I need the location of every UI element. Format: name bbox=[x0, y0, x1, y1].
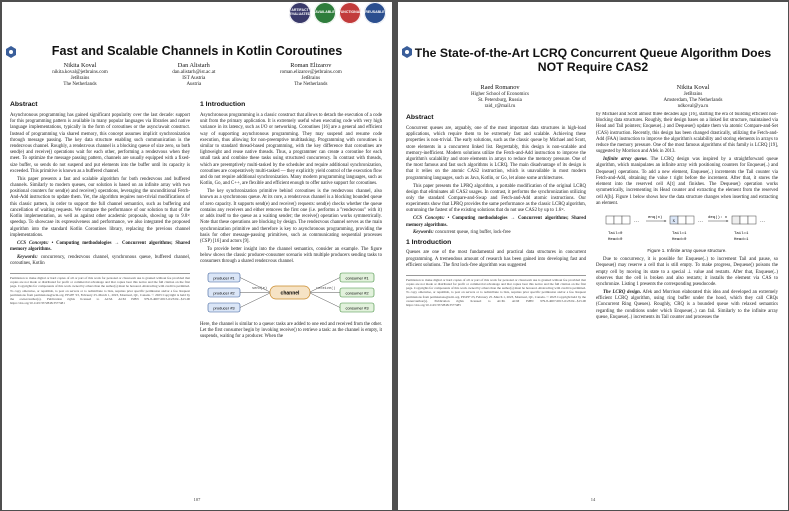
author bbox=[52, 62, 107, 89]
keywords: Keywords: concurrent queue, ring buffer, lock-free bbox=[413, 230, 511, 236]
author-org: JetBrains bbox=[683, 91, 703, 97]
author-name: Dan Alistarh bbox=[177, 62, 210, 69]
intro-paragraph: Queues are one of the most fundamental and practical data structures in concurrent programming. A tremendous amount of research has been gained into developing fast and efficient solutions. The first lock-free algorithm was suggested bbox=[406, 250, 586, 268]
paper-page-left bbox=[2, 2, 392, 510]
intro-heading: 1 Introduction bbox=[406, 238, 452, 246]
ccs-concepts: CCS Concepts: • Computing methodologies → Concurrent algorithms; Shared memory algorithms. bbox=[10, 240, 190, 252]
left-column bbox=[10, 99, 190, 494]
paper-title: The State-of-the-Art LCRQ Concurrent Queue Algorithm Does NOT Require CAS2 bbox=[414, 46, 772, 75]
badge-reusable: REUSABLE bbox=[364, 2, 386, 24]
badge-artifact-evaluated: ARTIFACT EVALUATED bbox=[289, 2, 311, 24]
producer-label: producer #3 bbox=[213, 305, 235, 311]
tail-label: Tail=1 bbox=[734, 232, 749, 237]
badge-functional: FUNCTIONAL bbox=[339, 2, 361, 24]
author bbox=[172, 62, 215, 89]
badge-available: AVAILABLE bbox=[314, 2, 336, 24]
author-email: roman.elizarov@jetbrains.com bbox=[279, 69, 342, 75]
intro-paragraph: To provide better insight into the channel semantics, consider an example. The figure below shows the classic producer-consumer scenario with multiple producers sending tasks to consumers through a shared rendezvous channel. bbox=[200, 246, 382, 265]
body-paragraph: Infinite array queue. The LCRQ design was inspired by a straightforward queue algorithm, which manipulates an infinite array with positioning counters for Enqueue(..) and Dequeue() operations. To add a new element, Enqueue(..) increments the Tail counter via Fetch-and-Add, obtaining the value t right before the increment. After that, it stores the element into the reserved cell A[t] and finishes. The Dequeue() operation works symmetrically, incrementing its Head counter and extracting the element from the reserved cell A[h]. Figure 1 below shows how the data structure changes when inserting and extracting an element. bbox=[596, 157, 778, 206]
right-column bbox=[596, 112, 778, 497]
svg-text:…: … bbox=[760, 219, 765, 225]
producer-label: producer #1 bbox=[213, 275, 235, 281]
page-number: 107 bbox=[193, 497, 201, 502]
page-number: 14 bbox=[590, 497, 596, 502]
producer-label: producer #2 bbox=[213, 290, 235, 296]
author-country: The Netherlands bbox=[294, 82, 328, 88]
producer-consumer-diagram bbox=[200, 270, 380, 318]
head-label: Head=0 bbox=[672, 238, 687, 243]
author-country: The Netherlands bbox=[63, 82, 97, 88]
array-before bbox=[606, 216, 639, 242]
ccs-concepts: CCS Concepts: • Computing methodologies → Concurrent algorithms; Shared memory algorithms. bbox=[406, 216, 586, 228]
tail-label: Tail=1 bbox=[672, 232, 687, 237]
author-block bbox=[20, 62, 374, 89]
dequeue-op-label: deq(): x bbox=[708, 216, 728, 221]
author bbox=[440, 84, 560, 111]
author-country: Austria bbox=[186, 82, 202, 88]
body-paragraph: The LCRQ design. Afek and Morrison elaborated this idea and developed an extremely efficient LCRQ algorithm, using ring buffer under the hood, which they call CRQs (Concurrent Ring Queues). Roughly, CRQ is a bounded queue with relaxed semantics regarding the conditions under which Enqueue(..) can fail. Similarly to the infinite array queue, Enqueue(..) increments its Tail counter and processes the bbox=[596, 289, 778, 320]
acm-logo-icon bbox=[402, 46, 412, 58]
head-label: Head=0 bbox=[608, 238, 623, 243]
send-label: send(e) bbox=[252, 286, 268, 291]
intro-heading: 1 Introduction bbox=[200, 101, 246, 108]
author-name: Roman Elizarov bbox=[290, 62, 332, 69]
array-after bbox=[732, 216, 765, 242]
send-arrow bbox=[240, 277, 270, 307]
author-email: ndkoval@ya.ru bbox=[677, 104, 709, 110]
author-org: Higher School of Economics bbox=[471, 91, 529, 97]
artifact-badges bbox=[289, 2, 386, 24]
intro-paragraph: The key synchronization primitive behind coroutines is the rendezvous channel, also known as a synchronous queue. At its core, a rendezvous channel is a blocking bounded queue of zero capacity. It supports send(e) and receive() requests: send(e) checks whether the queue contains any receivers and either removes the first one (i.e. performs a "rendezvous" with it) or adds itself to the queue as a waiting sender; the receive() operation works symmetrically. Note that these operations are blocking by design. The rendezvous channel serves as the main synchronization primitive and therefore is key to asynchronous programming, providing the basis for other message-passing primitives, such as communicating sequential processes (CSP) [16] and actors [9]. bbox=[200, 189, 382, 245]
author-email: nikita.koval@jetbrains.com bbox=[52, 69, 108, 75]
copyright-footnote: Permission to make digital or hard copies of all or part of this work for personal or classroom use is granted without fee provided that copies are not made or distributed for profit or commercial advantage and that copies bear this notice and the full citation on the first page. Copyrights for components of this work owned by others than the author(s) must be honored. Abstracting with credit is permitted. To copy otherwise, or republish, to post on servers or to redistribute to lists, requires prior specific permission and/or a fee. Request permissions from permissions@acm.org. PPoPP '23, February 25–March 1, 2023, Montreal, QC, Canada. © 2023 Copyright held by the owner/author(s). Publication rights licensed to ACM. ACM ISBN 979-8-4007-0015-6/23/02...$15.00 https://doi.org/10.1145/3572848.3577485 bbox=[406, 275, 586, 307]
abstract-heading: Abstract bbox=[10, 101, 38, 108]
enqueue-op-label: enq(x) bbox=[648, 216, 663, 221]
consumer-label: consumer #2 bbox=[345, 290, 369, 296]
author-email: dan.alistarh@ist.ac.at bbox=[172, 69, 216, 75]
receive-label: receive() bbox=[316, 286, 336, 291]
left-column bbox=[406, 112, 586, 497]
author-org: JetBrains bbox=[301, 76, 321, 82]
intro-paragraph: Asynchronous programming is a classic construct that allows to detach the execution of a code unit from the primary application. It is extremely useful when executing code with very high variance in its latency, such as I/O or networking. Coroutines [16] are a general and efficient way of supporting asynchronous programming. They may suspend and resume code execution, thus allowing for non-preemptive multitasking. Programming with coroutines is similar to standard thread-based programming, with the key difference that coroutines are lightweight and reuse native threads. Thus, a programmer can create a coroutine for each small task and combine these tasks using structured concurrency. In contrast with threads, which are preemptively multi-tasked by the scheduler and require additional synchronization, coroutines are cooperatively multi-tasked — they explicitly yield control of the execution flow and do not require additional synchronization. Many modern programming languages, such as Kotlin, Go, and C++, are flexible and efficient enough to offer native support for coroutines. bbox=[200, 112, 382, 187]
author-name: Nikita Koval bbox=[63, 62, 97, 69]
author-name: Nikita Koval bbox=[676, 84, 710, 91]
head-label: Head=1 bbox=[734, 238, 749, 243]
figure-caption: Figure 1. Infinite array queue structure. bbox=[647, 248, 727, 254]
author-email: raid_r@mail.ru bbox=[484, 104, 516, 110]
abstract-paragraph: Concurrent queues are, arguably, one of the most important data structures in high-load applications, which require them to be extremely fast and scalable. Achieving these properties is non-trivial. The early solutions, such as the classic queue by Michael and Scott, store elements in a concurrent linked list. Regrettably, this design is non-scalable and memory-inefficient. Modern solutions utilize the Fetch-and-Add instruction to improve the algorithm's scalability and store elements in arrays to reduce the memory pressure. One of the most famous and fast such algorithms is LCRQ. The main disadvantage of its design is that it relies on the atomic CAS2 instruction, which is unavailable in most modern programming languages, such as Java, Kotlin, or Go, let alone some architectures. bbox=[406, 125, 586, 181]
author-city: Amsterdam, The Netherlands bbox=[663, 98, 723, 104]
author-org: JetBrains bbox=[70, 76, 90, 82]
body-paragraph: by Michael and Scott almost three decades ago [16], starting the era of building efficient non-blocking data structures. Roughly, their design bases on a linked list structure, maintained via Head and Tail pointers; Enqueue(..) and Dequeue() update them via atomic Compare-and-Set (CAS) instruction. Recently, this design has been changed drastically, utilizing the Fetch-and-Add (FAA) instruction to improve the algorithm's scalability and storing elements in arrays to reduce the memory pressure. One of the most famous algorithms of this family is LCRQ [19], suggested by Morrison and Afek in 2013. bbox=[596, 112, 778, 155]
paper-page-right bbox=[398, 2, 788, 510]
abstract-paragraph: This paper presents a fast and scalable algorithm for both rendezvous and buffered channels. Similarly to modern queues, our solution is based on an infinite array with two positional counters for send(e) and receive() operations, leveraging the unconditional Fetch-And-Add instruction to update them. Yet, the algorithm requires non-trivial modifications of this classic pattern, in order to support the full channel semantics, such as buffering and cancellation of waiting requests. We compare the performance of our solution to that of the Kotlin implementation, as well as against other academic proposals, showing up to 9.8× speedup. To showcase its expressiveness and performance, we also integrated the proposed algorithm into the standard Kotlin Coroutines library, replacing the previous channel implementations. bbox=[10, 176, 190, 238]
intro-paragraph: Here, the channel is similar to a queue: tasks are added to one end and received from the other. Let the first consumer begin by invoking receive() to retrieve a task: as the channel is empty, it suspends, waiting for a producer. When the bbox=[200, 321, 382, 340]
svg-text:…: … bbox=[634, 219, 639, 225]
copyright-footnote: Permission to make digital or hard copies of all or part of this work for personal or classroom use is granted without fee provided that copies are not made or distributed for profit or commercial advantage and that copies bear this notice and the full citation on the first page. Copyrights for components of this work owned by others than the author(s) must be honored. Abstracting with credit is permitted. To copy otherwise, or republish, to post on servers or to redistribute to lists, requires prior specific permission and/or a fee. Request permissions from permissions@acm.org. PPoPP '23, February 25–March 1, 2023, Montreal, QC, Canada. © 2023 Copyright is held by the owner/author(s). Publication rights licensed to ACM. ACM ISBN 979-8-4007-0015-6/23/02...$15.00 https://doi.org/10.1145/3572848.3577481 bbox=[10, 273, 190, 305]
abstract-paragraph: This paper presents the LPRQ algorithm, a portable modification of the original LCRQ design that eliminates all CAS2 usages. In contrast, it performs the synchronization utilizing only the standard Compare-and-Swap and Fetch-and-Add atomic instructions. Our experiments show that LPRQ provides the same performance as the classic LCRQ algorithm, outrunning the fastest of the existing solutions that do not use CAS2 by up to 1.6×. bbox=[406, 183, 586, 214]
author bbox=[280, 62, 342, 89]
abstract-paragraph: Asynchronous programming has gained significant popularity over the last decade: support for this programming pattern is available in many popular languages via libraries and native language implementations, typically in the form of coroutines or the async/await construct. Instead of programming via shared memory, this concept assumes implicit synchronization through message passing. The key data structure enabling such communication is the rendezvous channel. Roughly, a rendezvous channel is a blocking queue of size zero, so both send(e) and receive() operations wait for each other, performing a rendezvous when they meet. To optimize the message passing pattern, channels are usually equipped with a fixed-size buffer, so sends do not suspend and put elements into the buffer until its capacity is exceeded. This primitive is known as a buffered channel. bbox=[10, 112, 190, 174]
infinite-array-figure bbox=[602, 210, 772, 246]
svg-text:…: … bbox=[698, 219, 703, 225]
author-city: St. Petersburg, Russia bbox=[478, 98, 522, 104]
cell-value: x bbox=[672, 219, 675, 225]
receive-arrow bbox=[310, 277, 340, 307]
author-org: IST Austria bbox=[182, 76, 206, 82]
right-column bbox=[200, 99, 382, 494]
paper-title: Fast and Scalable Channels in Kotlin Coroutines bbox=[51, 44, 343, 58]
channel-label: channel bbox=[280, 290, 300, 297]
array-middle bbox=[670, 216, 703, 242]
tail-label: Tail=0 bbox=[608, 232, 623, 237]
consumer-label: consumer #3 bbox=[345, 305, 369, 311]
author-name: Raed Romanov bbox=[480, 84, 520, 91]
consumer-label: consumer #1 bbox=[345, 275, 369, 281]
acm-logo-icon bbox=[6, 46, 16, 58]
body-paragraph: Due to concurrency, it is possible for Enqueue(..) to increment Tail and pause, so Dequeue() may reserve a cell that is still empty. To make progress, Dequeue() poisons the empty cell by moving its state to a special ⊥ value and restarts. After that, Enqueue(..) observes that the cell is broken and also restarts; it installs the element via CAS to synchronize. Listing 1 presents the corresponding pseudocode. bbox=[596, 257, 778, 288]
author bbox=[633, 84, 753, 111]
abstract-heading: Abstract bbox=[406, 114, 434, 121]
keywords: Keywords: concurrency, rendezvous channel, synchronous queue, buffered channel, coroutines, Kotlin bbox=[10, 254, 190, 266]
